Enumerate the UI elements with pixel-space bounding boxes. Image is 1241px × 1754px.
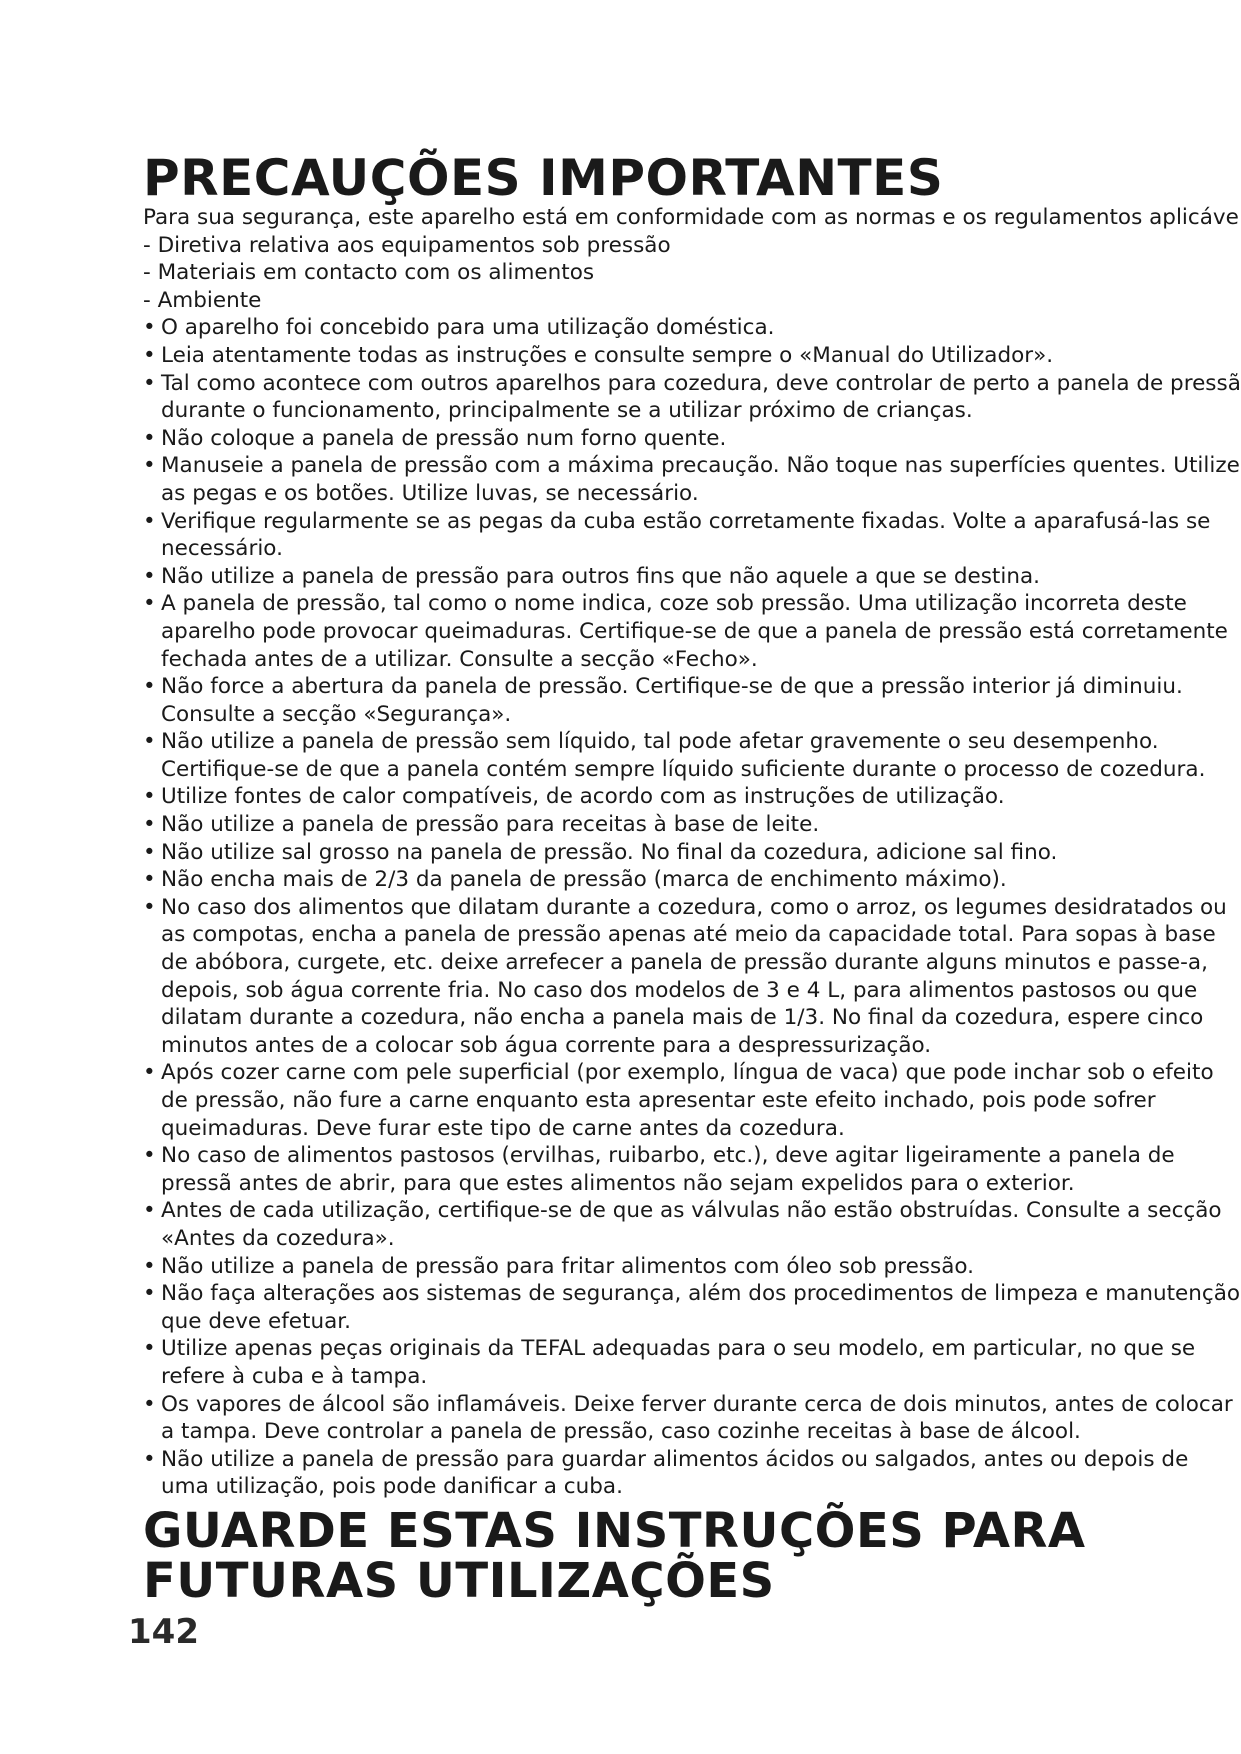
closing-heading-line-2: FUTURAS UTILIZAÇÕES (143, 1553, 775, 1609)
precaution-text: Não faça alterações aos sistemas de segurança, além dos procedimentos de limpeza e manutenção que deve efetuar. (161, 1281, 1241, 1334)
precaution-item (143, 1335, 1241, 1390)
precaution-text: Não force a abertura da panela de pressão. Certifique-se de que a pressão interior já diminuiu. Consulte a secção «Segurança». (161, 674, 1183, 727)
bullet-icon: • (143, 729, 156, 755)
precaution-item (143, 673, 1241, 728)
bullet-icon: • (143, 812, 156, 838)
bullet-icon: • (143, 1336, 156, 1362)
bullet-icon: • (143, 342, 156, 368)
directive-item: - Materiais em contacto com os alimentos (143, 260, 595, 286)
precaution-text: A panela de pressão, tal como o nome indica, coze sob pressão. Uma utilização incorreta deste aparelho pode provocar queimaduras. Certifique-se de que a panela de pressão está corretamente fechada antes de a utilizar. Consulte a secção «Fecho». (161, 591, 1228, 672)
bullet-icon: • (143, 563, 156, 589)
directive-item: - Diretiva relativa aos equipamentos sob pressão (143, 232, 671, 258)
bullet-icon: • (143, 1060, 156, 1086)
precaution-text: Verifique regularmente se as pegas da cuba estão corretamente fixadas. Volte a aparafusá-las se necessário. (161, 508, 1211, 562)
precaution-item (143, 728, 1241, 783)
bullet-icon: • (143, 1391, 156, 1417)
precaution-text: Não utilize a panela de pressão para outros fins que não aquele a que se destina. (161, 563, 1040, 589)
bullet-icon: • (143, 894, 156, 920)
precaution-item (143, 839, 1241, 867)
bullet-icon: • (143, 425, 156, 451)
precaution-text: O aparelho foi concebido para uma utilização doméstica. (161, 315, 775, 341)
precaution-text: Os vapores de álcool são inflamáveis. Deixe ferver durante cerca de dois minutos, antes de colocar a tampa. Deve controlar a panela de pressão, caso cozinhe receitas à base de álcool. (161, 1391, 1233, 1445)
precaution-text: Não utilize a panela de pressão sem líquido, tal pode afetar gravemente o seu desempenho. Certifique-se de que a panela contém sempre líquido suficiente durante o processo de cozedura. (161, 729, 1206, 782)
precaution-item (143, 452, 1241, 507)
precaution-item (143, 894, 1241, 1060)
precaution-item (143, 425, 1241, 453)
precaution-item (143, 811, 1241, 839)
bullet-icon: • (143, 591, 156, 617)
precaution-text: Após cozer carne com pele superficial (por exemplo, língua de vaca) que pode inchar sob o efeito de pressão, não fure a carne enquanto esta apresentar este efeito inchado, pois pode sofrer queimaduras. Deve furar este tipo de carne antes da cozedura. (161, 1060, 1214, 1141)
precaution-item (143, 866, 1241, 894)
bullet-icon: • (143, 1446, 156, 1472)
precaution-text: Não utilize sal grosso na panela de pressão. No final da cozedura, adicione sal fino. (161, 839, 1058, 865)
precaution-text: Não encha mais de 2/3 da panela de pressão (marca de enchimento máximo). (161, 867, 1007, 893)
precaution-item (143, 563, 1241, 591)
precaution-item (143, 1253, 1241, 1281)
precaution-item (143, 342, 1241, 370)
precaution-item (143, 1142, 1241, 1197)
bullet-icon: • (143, 784, 156, 810)
precaution-item (143, 783, 1241, 811)
precaution-text: Utilize apenas peças originais da TEFAL adequadas para o seu modelo, em particular, no que se refere à cuba e à tampa. (161, 1336, 1196, 1389)
bullet-icon: • (143, 453, 156, 479)
closing-heading-line-1: GUARDE ESTAS INSTRUÇÕES PARA (143, 1503, 1086, 1559)
precaution-text: Não utilize a panela de pressão para fritar alimentos com óleo sob pressão. (161, 1253, 974, 1279)
precaution-text: No caso de alimentos pastosos (ervilhas, ruibarbo, etc.), deve agitar ligeiramente a panela de pressã antes de abrir, para que estes alimentos não sejam expelidos para o exterior. (161, 1143, 1175, 1196)
precaution-item (143, 1059, 1241, 1142)
precaution-item (143, 370, 1241, 425)
precaution-item (143, 1446, 1241, 1501)
bullet-icon: • (143, 1143, 156, 1169)
bullet-icon: • (143, 508, 156, 534)
precaution-item (143, 1280, 1241, 1335)
precaution-text: Tal como acontece com outros aparelhos para cozedura, deve controlar de perto a panela de pressã durante o funcionamento, principalmente se a utilizar próximo de crianças. (161, 370, 1241, 424)
precaution-text: No caso dos alimentos que dilatam durante a cozedura, como o arroz, os legumes desidratados ou as compotas, encha a panela de pressão apenas até meio da capacidade total. Para sopas à base de abóbora, curgete, etc. deixe arrefecer a panela de pressão durante alguns minutos e passe-a, depois, sob água corrente fria. No caso dos modelos de 3 e 4 L, para alimentos pastosos ou que dilatam durante a cozedura, não encha a panela mais de 1/3. No final da cozedura, espere cinco minutos antes de a colocar sob água corrente para a despressurização. (161, 894, 1227, 1058)
directive-item: - Ambiente (143, 287, 262, 313)
closing-heading (143, 1503, 1143, 1609)
bullet-icon: • (143, 370, 156, 396)
page-title: PRECAUÇÕES IMPORTANTES (143, 149, 944, 207)
precaution-text: Manuseie a panela de pressão com a máxima precaução. Não toque nas superfícies quentes. Utilize as pegas e os botões. Utilize luvas, se necessário. (161, 453, 1240, 506)
precaution-text: Não coloque a panela de pressão num forno quente. (161, 425, 727, 451)
precautions-body (143, 204, 1241, 1501)
page-number: 142 (128, 1612, 199, 1652)
bullet-icon: • (143, 867, 156, 893)
bullet-icon: • (143, 1281, 156, 1307)
precaution-text: Utilize fontes de calor compatíveis, de acordo com as instruções de utilização. (161, 784, 1005, 810)
intro-paragraph: Para sua segurança, este aparelho está em conformidade com as normas e os regulamentos aplicáve (143, 205, 1239, 230)
bullet-icon: • (143, 674, 156, 700)
precaution-text: Leia atentamente todas as instruções e consulte sempre o «Manual do Utilizador». (161, 342, 1054, 368)
precaution-text: Não utilize a panela de pressão para guardar alimentos ácidos ou salgados, antes ou depois de uma utilização, pois pode danificar a cuba. (161, 1446, 1189, 1500)
precaution-item (143, 314, 1241, 342)
precautions-list (143, 314, 1241, 1501)
precaution-text: Não utilize a panela de pressão para receitas à base de leite. (161, 812, 820, 838)
precaution-text: Antes de cada utilização, certifique-se de que as válvulas não estão obstruídas. Consulte a secção «Antes da cozedura». (161, 1198, 1222, 1251)
precaution-item (143, 1197, 1241, 1252)
precaution-item (143, 1391, 1241, 1446)
precaution-item (143, 508, 1241, 563)
directives-list (143, 232, 1241, 315)
precaution-item (143, 590, 1241, 673)
bullet-icon: • (143, 1198, 156, 1224)
bullet-icon: • (143, 839, 156, 865)
bullet-icon: • (143, 1253, 156, 1279)
bullet-icon: • (143, 315, 156, 341)
